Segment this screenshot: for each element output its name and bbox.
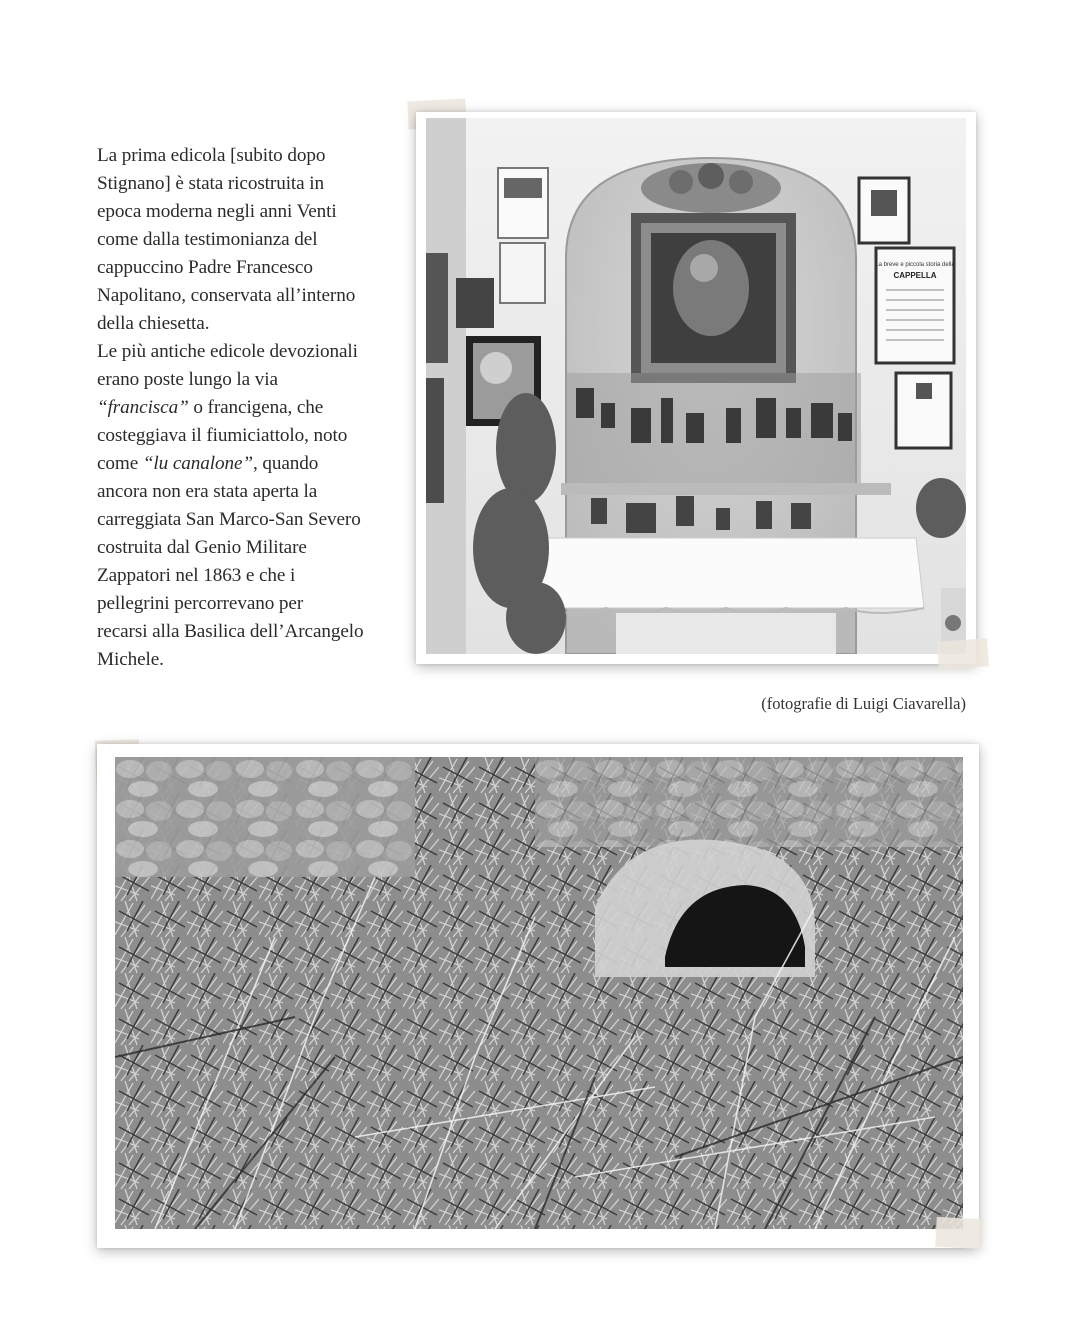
text-line: La prima edicola [subito dopo [97,145,326,166]
text-line: Stignano] è stata ricostruita in [97,173,324,194]
text-line: erano poste lungo la via [97,369,278,390]
text-line: Le più antiche edicole devozionali [97,341,358,362]
body-text [97,142,397,674]
text-line: ancora non era stata aperta la [97,481,318,502]
tape-corner [937,638,989,669]
text-line: pellegrini percorrevano per [97,593,304,614]
sign-heading: CAPPELLA [893,271,937,280]
text-line: epoca moderna negli anni Venti [97,201,337,222]
text-line: cappuccino Padre Francesco [97,257,313,278]
text-line: Napolitano, conservata all’interno [97,285,356,306]
text-line: carreggiata San Marco-San Severo [97,509,361,530]
text-line: come dalla testimonianza del [97,229,318,250]
chapel-photo [426,118,966,654]
text-line: costruita dal Genio Militare [97,537,307,558]
text-line: come “lu canalone”, quando [97,453,319,474]
chapel-photo-frame [416,112,976,664]
text-line: della chiesetta. [97,313,210,334]
text-line: Michele. [97,649,164,670]
photo-credit: (fotografie di Luigi Ciavarella) [761,694,966,713]
text-line: costeggiava il fiumiciattolo, noto [97,425,348,446]
text-line: “francisca” o francigena, che [97,397,324,418]
ruins-photo [115,757,963,1229]
ruins-photo-frame [97,744,979,1248]
tape-corner [935,1217,983,1249]
text-line: Zappatori nel 1863 e che i [97,565,296,586]
sign-title: La breve e piccola storia della [875,262,955,268]
text-line: recarsi alla Basilica dell’Arcangelo [97,621,364,642]
